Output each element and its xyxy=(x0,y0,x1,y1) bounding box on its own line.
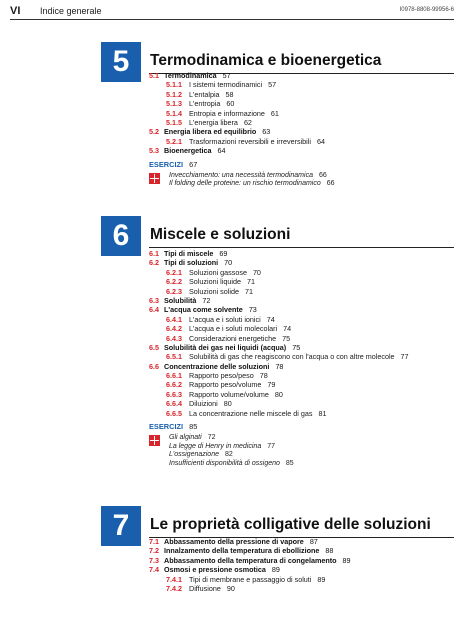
page-ref: 87 xyxy=(309,537,318,546)
page-ref: 77 xyxy=(400,352,409,362)
page-header xyxy=(0,0,464,22)
section-number: 7.3 xyxy=(149,555,159,565)
section-title: Abbassamento della temperatura di congelamento xyxy=(164,555,337,565)
esercizi-row xyxy=(149,421,454,432)
chapter-toc xyxy=(149,249,454,468)
toc-subsection-row xyxy=(149,118,454,127)
insight-box-item xyxy=(169,434,454,443)
section-number: 6.6.2 xyxy=(166,380,182,390)
toc-subsection-row xyxy=(149,575,454,584)
page-number: VI xyxy=(10,5,21,17)
toc-section-row xyxy=(149,71,454,80)
chapter-toc xyxy=(149,537,454,593)
section-title: Rapporto volume/volume xyxy=(189,389,269,399)
section-title: Solubilità xyxy=(164,295,197,305)
chapter-number-box: 5 xyxy=(101,42,141,82)
chapter-rule xyxy=(149,247,454,248)
toc-subsection-row xyxy=(149,409,454,418)
section-title: Concentrazione delle soluzioni xyxy=(164,361,270,371)
insight-box-title: La legge di Henry in medicina xyxy=(169,442,262,450)
section-title: Diluizioni xyxy=(189,399,218,409)
esercizi-row xyxy=(149,159,454,170)
page-ref: 90 xyxy=(226,583,235,593)
section-number: 7.4 xyxy=(149,565,159,575)
toc-section-row xyxy=(149,537,454,546)
insight-box-title: Invecchiamento: una necessità termodinamica xyxy=(169,171,313,179)
toc-section-row xyxy=(149,296,454,305)
insight-box-list xyxy=(169,434,454,468)
section-number: 5.3 xyxy=(149,146,159,156)
toc-subsection-row xyxy=(149,380,454,389)
chapter-toc xyxy=(149,71,454,189)
section-number: 6.5.1 xyxy=(166,352,182,362)
section-title: Solubilità di gas che reagiscono con l'acqua o con altre molecole xyxy=(189,352,395,362)
section-title: L'acqua e i soluti molecolari xyxy=(189,324,278,334)
section-number: 6.1 xyxy=(149,249,159,258)
toc-subsection-row xyxy=(149,399,454,408)
page-ref: 74 xyxy=(266,314,275,324)
page-ref: 64 xyxy=(217,146,226,156)
section-number: 6.6.5 xyxy=(166,408,182,418)
section-number: 6.4.3 xyxy=(166,333,182,343)
toc-section-row xyxy=(149,343,454,352)
toc-subsection-row xyxy=(149,584,454,593)
section-title: L'acqua come solvente xyxy=(164,305,243,315)
page-ref: 74 xyxy=(283,324,292,334)
page-ref: 64 xyxy=(316,136,325,146)
page-ref: 63 xyxy=(262,127,271,137)
section-title: Abbassamento della pressione di vapore xyxy=(164,537,304,546)
toc-subsection-row xyxy=(149,80,454,89)
insight-box-title: Il folding delle proteine: un rischio termodinamico xyxy=(169,180,321,188)
page-ref: 79 xyxy=(267,380,276,390)
toc-section-row xyxy=(149,565,454,574)
insight-box-item xyxy=(169,451,454,460)
page-ref: 71 xyxy=(244,286,253,296)
section-number: 6.6.4 xyxy=(166,399,182,409)
insight-box-list xyxy=(169,172,454,189)
page-ref: 75 xyxy=(282,333,291,343)
page-ref: 80 xyxy=(274,389,283,399)
toc-subsection-row xyxy=(149,287,454,296)
page-ref: 60 xyxy=(226,99,235,109)
section-title: Soluzioni liquide xyxy=(189,277,241,287)
toc-subsection-row xyxy=(149,277,454,286)
page-ref: 70 xyxy=(252,267,261,277)
page-ref: 77 xyxy=(267,442,276,450)
toc-section-row xyxy=(149,258,454,267)
section-title: Energia libera ed equilibrio xyxy=(164,127,257,137)
page-ref: 85 xyxy=(189,422,198,432)
section-title: Innalzamento della temperatura di ebollizione xyxy=(164,546,320,556)
page-ref: 66 xyxy=(326,180,335,188)
section-title: Tipi di miscele xyxy=(164,249,214,258)
section-title: Bioenergetica xyxy=(164,146,212,156)
toc-subsection-row xyxy=(149,371,454,380)
section-title: Considerazioni energetiche xyxy=(189,333,277,343)
insight-box-item xyxy=(169,460,454,469)
insight-box-title: Insufficienti disponibilità di ossigeno xyxy=(169,459,280,467)
insight-boxes xyxy=(149,172,454,189)
section-title: L'acqua e i soluti ionici xyxy=(189,314,261,324)
section-title: Tipi di membrane e passaggio di soluti xyxy=(189,574,312,584)
section-title: Trasformazioni reversibili e irreversibili xyxy=(189,136,311,146)
page-ref: 89 xyxy=(342,555,351,565)
section-number: 5.1.5 xyxy=(166,117,182,127)
section-number: 7.4.1 xyxy=(166,574,182,584)
section-number: 5.1.1 xyxy=(166,80,182,90)
toc-section-row xyxy=(149,127,454,136)
section-number: 6.4 xyxy=(149,305,159,315)
page-ref: 66 xyxy=(318,171,327,179)
section-number: 5.1 xyxy=(149,71,159,80)
section-title: Diffusione xyxy=(189,583,221,593)
section-number: 5.2.1 xyxy=(166,136,182,146)
section-number: 7.2 xyxy=(149,546,159,556)
section-number: 6.6.3 xyxy=(166,389,182,399)
section-title: Entropia e informazione xyxy=(189,108,265,118)
toc-subsection-row xyxy=(149,324,454,333)
header-rule xyxy=(10,19,454,20)
page-ref: 71 xyxy=(246,277,255,287)
chapter-title: Le proprietà colligative delle soluzioni xyxy=(150,516,431,533)
page-ref: 61 xyxy=(270,108,279,118)
section-number: 5.2 xyxy=(149,127,159,137)
page-ref: 82 xyxy=(224,451,233,459)
section-title: L'energia libera xyxy=(189,117,238,127)
page-ref: 57 xyxy=(222,71,231,80)
section-title: Soluzioni gassose xyxy=(189,267,247,277)
toc-subsection-row xyxy=(149,334,454,343)
insight-boxes xyxy=(149,434,454,468)
toc-subsection-row xyxy=(149,390,454,399)
chapter-number-box: 6 xyxy=(101,216,141,256)
page-ref: 73 xyxy=(248,305,257,315)
section-number: 6.2.2 xyxy=(166,277,182,287)
toc-subsection-row xyxy=(149,99,454,108)
toc-section-row xyxy=(149,556,454,565)
page-ref: 58 xyxy=(225,89,234,99)
page-ref: 72 xyxy=(202,295,211,305)
insight-box-item xyxy=(169,443,454,452)
toc-section-row xyxy=(149,362,454,371)
insight-box-item xyxy=(169,172,454,181)
section-title: I sistemi termodinamici xyxy=(189,80,263,90)
section-title: Soluzioni solide xyxy=(189,286,239,296)
page-ref: 70 xyxy=(224,258,233,268)
page-ref: 80 xyxy=(223,399,232,409)
toc-subsection-row xyxy=(149,90,454,99)
page-ref: 67 xyxy=(189,159,198,169)
section-title: Rapporto peso/volume xyxy=(189,380,262,390)
isbn-code: I0978-8808-99956-6 xyxy=(399,7,454,13)
section-title: L'entropia xyxy=(189,99,221,109)
insight-box-title: L'ossigenazione xyxy=(169,451,219,459)
page-ref: 89 xyxy=(271,565,280,575)
page-ref: 69 xyxy=(219,249,228,258)
insight-box-icon xyxy=(149,173,160,184)
toc-section-row xyxy=(149,546,454,555)
section-title: Termodinamica xyxy=(164,71,217,80)
page-ref: 81 xyxy=(318,408,327,418)
page-ref: 75 xyxy=(292,342,301,352)
insight-box-item xyxy=(169,180,454,189)
section-number: 6.2 xyxy=(149,258,159,268)
page-ref: 57 xyxy=(268,80,277,90)
page-ref: 78 xyxy=(259,371,268,381)
page-ref: 89 xyxy=(317,574,326,584)
esercizi-label: ESERCIZI xyxy=(149,159,184,169)
insight-box-icon xyxy=(149,435,160,446)
esercizi-label: ESERCIZI xyxy=(149,422,184,432)
section-number: 6.5 xyxy=(149,342,159,352)
section-title: Tipi di soluzioni xyxy=(164,258,219,268)
section-number: 5.1.4 xyxy=(166,108,182,118)
section-title: L'entalpia xyxy=(189,89,220,99)
section-number: 6.6 xyxy=(149,361,159,371)
section-title: Osmosi e pressione osmotica xyxy=(164,565,266,575)
toc-subsection-row xyxy=(149,315,454,324)
section-title: Rapporto peso/peso xyxy=(189,371,254,381)
section-number: 6.4.1 xyxy=(166,314,182,324)
running-title: Indice generale xyxy=(40,6,102,16)
toc-section-row xyxy=(149,146,454,155)
section-number: 7.1 xyxy=(149,537,159,546)
section-number: 6.2.1 xyxy=(166,267,182,277)
page-ref: 85 xyxy=(285,459,294,467)
toc-subsection-row xyxy=(149,268,454,277)
chapter-title: Termodinamica e bioenergetica xyxy=(150,52,382,69)
section-title: Solubilità dei gas nei liquidi (acqua) xyxy=(164,342,287,352)
toc-section-row xyxy=(149,249,454,258)
toc-subsection-row xyxy=(149,352,454,361)
page-ref: 88 xyxy=(325,546,334,556)
section-number: 6.2.3 xyxy=(166,286,182,296)
toc-section-row xyxy=(149,305,454,314)
insight-box-title: Gli alginati xyxy=(169,434,202,442)
section-number: 6.6.1 xyxy=(166,371,182,381)
toc-subsection-row xyxy=(149,137,454,146)
page-ref: 72 xyxy=(207,434,216,442)
chapter-title: Miscele e soluzioni xyxy=(150,226,291,243)
section-number: 6.4.2 xyxy=(166,324,182,334)
section-number: 5.1.3 xyxy=(166,99,182,109)
toc-subsection-row xyxy=(149,109,454,118)
section-number: 7.4.2 xyxy=(166,583,182,593)
chapter-number-box: 7 xyxy=(101,506,141,546)
section-number: 6.3 xyxy=(149,295,159,305)
page-ref: 78 xyxy=(275,361,284,371)
page-ref: 62 xyxy=(243,117,252,127)
section-title: La concentrazione nelle miscele di gas xyxy=(189,408,313,418)
section-number: 5.1.2 xyxy=(166,89,182,99)
